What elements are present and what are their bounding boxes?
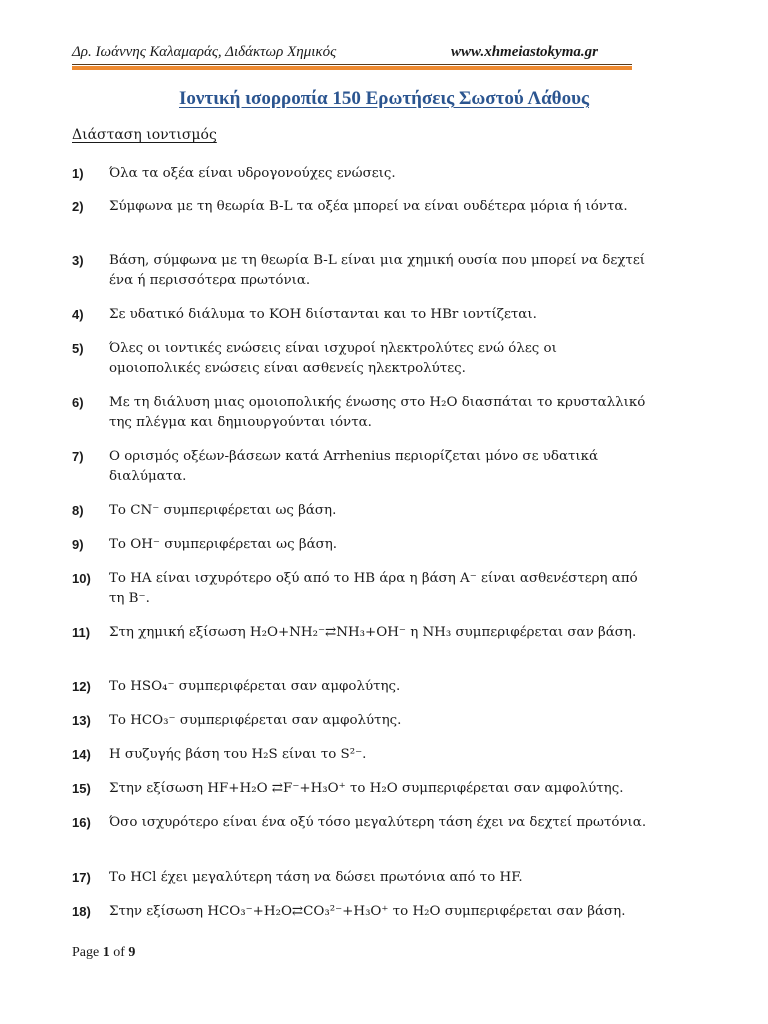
question-text: Στην εξίσωση HCO₃⁻+H₂O⇄CO₃²⁻+H₃O⁺ το H₂O συμπεριφέρεται σαν βάση. [109,904,626,919]
question-number: 13) [72,713,91,728]
question-text: Με τη διάλυση μιας ομοιοπολικής ένωσης στο H₂O διασπάται το κρυσταλλικό της πλέγμα και δημιουργούνται ιόντα. [109,395,646,430]
question-number: 15) [72,781,91,796]
question-text: Το OH⁻ συμπεριφέρεται ως βάση. [109,537,338,552]
document-title: Ιοντική ισορροπία 150 Ερωτήσεις Σωστού Λάθους [179,88,589,109]
page-footer [72,945,135,961]
question-text: Βάση, σύμφωνα με τη θεωρία B-L είναι μια χημική ουσία που μπορεί να δεχτεί ένα ή περισσότερα πρωτόνια. [109,253,646,288]
footer-of-label: of [113,945,125,960]
question-text: Όλα τα οξέα είναι υδρογονούχες ενώσεις. [109,166,396,181]
question-number: 1) [72,166,84,181]
header-divider-line [72,64,632,65]
question-text: Το HCl έχει μεγαλύτερη τάση να δώσει πρωτόνια από το HF. [109,870,523,885]
question-number: 18) [72,904,91,919]
question-number: 11) [72,625,91,640]
question-text: Το CN⁻ συμπεριφέρεται ως βάση. [109,503,337,518]
question-number: 4) [72,307,84,322]
question-text: Σύμφωνα με τη θεωρία B-L τα οξέα μπορεί να είναι ουδέτερα μόρια ή ιόντα. [109,199,628,214]
section-heading: Διάσταση ιοντισμός [72,127,217,143]
question-number: 2) [72,199,84,214]
question-text: Στην εξίσωση HF+H₂O ⇄F⁻+H₃O⁺ το H₂O συμπεριφέρεται σαν αμφολύτης. [109,781,624,796]
footer-current-page: 1 [102,945,110,960]
header-website[interactable]: www.xhmeiastokyma.gr [451,44,598,60]
question-text: Στη χημική εξίσωση H₂O+NH₂⁻⇄NH₃+OH⁻ η NH₃ συμπεριφέρεται σαν βάση. [109,625,637,640]
question-number: 12) [72,679,91,694]
question-number: 17) [72,870,91,885]
header-accent-bar [72,66,632,70]
header-author: Δρ. Ιωάννης Καλαμαράς, Διδάκτωρ Χημικός [72,44,337,60]
question-number: 16) [72,815,91,830]
question-number: 6) [72,395,84,410]
question-number: 5) [72,341,84,356]
question-text: Το HCO₃⁻ συμπεριφέρεται σαν αμφολύτης. [109,713,402,728]
question-number: 10) [72,571,91,586]
question-number: 9) [72,537,84,552]
question-text: Το HA είναι ισχυρότερο οξύ από το HB άρα η βάση A⁻ είναι ασθενέστερη από τη B⁻. [109,571,638,606]
question-number: 14) [72,747,91,762]
question-text: Η συζυγής βάση του H₂S είναι το S²⁻. [109,747,367,762]
question-text: Το HSO₄⁻ συμπεριφέρεται σαν αμφολύτης. [109,679,401,694]
question-number: 3) [72,253,84,268]
question-text: Σε υδατικό διάλυμα το KOH διίστανται και το HBr ιοντίζεται. [109,307,537,322]
footer-total-pages: 9 [128,945,136,960]
question-text: Όσο ισχυρότερο είναι ένα οξύ τόσο μεγαλύτερη τάση έχει να δεχτεί πρωτόνια. [109,815,647,830]
question-number: 7) [72,449,84,464]
footer-page-label: Page [72,945,100,960]
question-number: 8) [72,503,84,518]
question-text: Όλες οι ιοντικές ενώσεις είναι ισχυροί ηλεκτρολύτες ενώ όλες οι ομοιοπολικές ενώσεις είναι ασθενείς ηλεκτρολύτες. [109,341,557,376]
question-text: Ο ορισμός οξέων-βάσεων κατά Arrhenius περιορίζεται μόνο σε υδατικά διαλύματα. [109,449,599,484]
